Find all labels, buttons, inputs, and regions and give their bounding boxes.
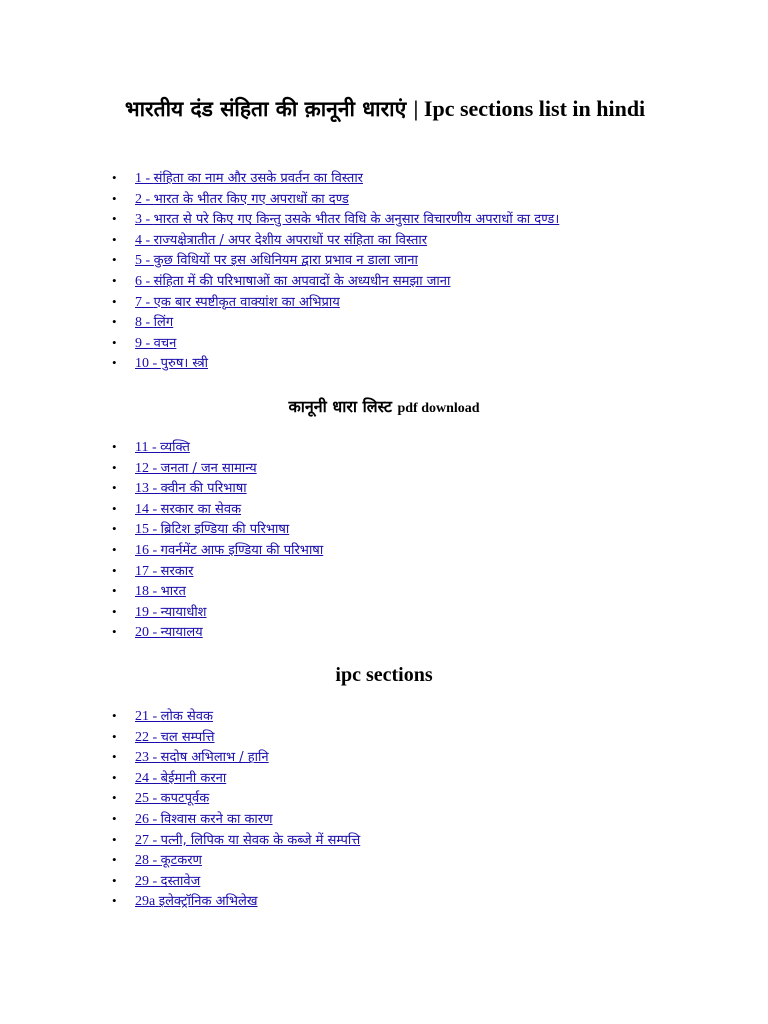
section-separator: - [149,542,161,558]
bullet-icon: • [112,480,117,496]
list-item [112,209,559,230]
section-link-28[interactable] [135,853,202,868]
bullet-icon: • [112,252,117,268]
section-number: 1 [135,171,142,186]
section-title: पुरुष। स्त्री [160,356,209,372]
section-separator: - [149,563,161,579]
section-number: 25 [135,791,149,807]
section-separator: - [149,501,161,517]
section-link-13[interactable] [135,481,247,496]
bullet-icon: • [112,541,117,557]
section-link-29a[interactable] [135,894,258,909]
section-number: 23 [135,750,149,766]
section-separator: - [148,440,161,455]
section-separator: - [142,315,154,331]
section-number: 20 [135,625,149,641]
section-title: एक बार स्पष्टीकृत वाक्यांश का अभिप्राय [153,294,340,310]
section-link-5[interactable] [135,253,418,268]
bullet-icon: • [112,624,117,640]
section-link-9[interactable] [135,336,176,351]
section-link-21[interactable] [135,709,213,724]
section-title: संहिता का नाम और उसके प्रवर्तन का विस्तार [153,171,363,186]
section-link-25[interactable] [135,791,209,806]
list-item [112,706,360,727]
section-separator: - [149,522,161,538]
section-title: चल सम्पत्ति [160,729,215,745]
bullet-icon: • [112,334,117,350]
section-title: कपटपूर्वक [160,791,210,807]
section-separator: - [149,811,161,827]
list-item [112,168,559,189]
list-item [112,499,323,520]
section-title: पत्नी, लिपिक या सेवक के कब्जे में सम्पत्ति [160,832,361,848]
section-number: 26 [135,811,149,827]
section-separator: - [149,481,161,497]
list-item [112,250,559,271]
list-item [112,519,323,540]
section-title: भारत के भीतर किए गए अपराधों का दण्ड [153,191,349,207]
section-link-11[interactable] [135,440,190,455]
section-number: 5 [135,253,142,269]
section-link-18[interactable] [135,584,186,599]
list-item [112,850,360,871]
section-number: 6 [135,273,142,289]
section-number: 21 [135,709,149,724]
section-separator: - [149,356,161,372]
bullet-icon: • [112,211,117,227]
section-title: संहिता में की परिभाषाओं का अपवादों के अध्यधीन समझा जाना [153,273,451,289]
section-link-4[interactable] [135,233,427,248]
section-link-23[interactable] [135,750,269,765]
page-title-hindi: भारतीय दंड संहिता की क़ानूनी धाराएं [124,97,414,121]
section-separator: - [149,770,161,786]
section-separator: - [149,750,161,766]
section-number: 4 [135,232,142,248]
bullet-icon: • [112,790,117,806]
bullet-icon: • [112,583,117,599]
section-number: 12 [135,460,149,476]
list-item [112,437,323,458]
section-link-27[interactable] [135,833,360,848]
section-link-24[interactable] [135,771,226,786]
section-link-14[interactable] [135,502,241,517]
section-title: इलेक्ट्रॉनिक अभिलेख [158,894,258,910]
section-title: न्यायाधीश [160,604,207,620]
section-title: सरकार का सेवक [160,501,242,517]
section-number: 16 [135,542,149,558]
section-title: बेईमानी करना [160,770,227,786]
section-title: न्यायालय [160,625,203,641]
list-item [112,271,559,292]
section-separator: - [149,791,161,807]
section-title: भारत [160,584,186,600]
section-link-20[interactable] [135,625,203,640]
section-separator: - [142,171,154,186]
section-number: 18 [135,584,149,600]
section-separator: - [149,584,161,600]
list-item [112,230,559,251]
list-item [112,189,559,210]
list-item [112,809,360,830]
list-item [112,727,360,748]
list-item [112,622,323,643]
section-separator: - [149,625,161,641]
section-title: राज्यक्षेत्रातीत / अपर देशीय अपराधों पर संहिता का विस्तार [153,232,428,248]
section-number: 10 [135,356,149,372]
section-number: 27 [135,832,149,848]
section-title: वचन [153,335,177,351]
list-item [112,353,559,374]
section-title: जनता / जन सामान्य [160,460,257,476]
subheading-pdf-download [0,396,768,420]
section-separator: - [149,460,161,476]
subheading-ipc-sections: ipc sections [335,664,433,686]
list-item [112,830,360,851]
list-item [112,747,360,768]
section-title: लिंग [153,315,174,331]
bullet-icon: • [112,728,117,744]
bullet-icon: • [112,562,117,578]
section-title: व्यक्ति [160,440,190,455]
section-number: 29a [135,894,156,910]
bullet-icon: • [112,852,117,868]
section-link-10[interactable] [135,356,208,371]
section-link-29[interactable] [135,874,200,889]
section-number: 24 [135,770,149,786]
bullet-icon: • [112,769,117,785]
section-title: भारत से परे किए गए किन्तु उसके भीतर विधि के अनुसार विचारणीय अपराधों का दण्ड। [153,212,560,228]
list-item [112,478,323,499]
section-link-16[interactable] [135,543,323,558]
section-number: 19 [135,604,149,620]
section-link-8[interactable] [135,315,173,330]
bullet-icon: • [112,749,117,765]
section-number: 9 [135,335,142,351]
list-item [112,768,360,789]
section-list-1 [112,168,559,374]
section-title: कुछ विधियों पर इस अधिनियम द्वारा प्रभाव न डाला जाना [153,253,418,269]
section-title: सरकार [160,563,194,579]
bullet-icon: • [112,293,117,309]
bullet-icon: • [112,708,117,723]
section-number: 22 [135,729,149,745]
list-item [112,891,360,912]
section-number: 7 [135,294,142,310]
section-title: क्वीन की परिभाषा [160,481,247,497]
bullet-icon: • [112,831,117,847]
list-item [112,458,323,479]
list-item [112,312,559,333]
list-item [112,788,360,809]
section-link-26[interactable] [135,812,273,827]
section-link-12[interactable] [135,461,257,476]
section-title: दस्तावेज [160,873,201,889]
section-separator: - [149,853,161,869]
section-link-2[interactable] [135,192,349,207]
section-separator: - [142,253,154,269]
section-title: लोक सेवक [160,709,213,724]
section-link-7[interactable] [135,295,340,310]
section-separator: - [149,709,161,724]
subheading-hindi: कानूनी धारा लिस्ट [288,397,398,416]
section-number: 28 [135,853,149,869]
section-separator: - [142,232,154,248]
list-item [112,581,323,602]
list-item [112,602,323,623]
section-separator: - [142,212,154,228]
section-separator: - [142,191,154,207]
section-separator: - [149,873,161,889]
bullet-icon: • [112,272,117,288]
section-separator: - [149,832,161,848]
section-link-3[interactable] [135,212,559,227]
bullet-icon: • [112,190,117,206]
section-list-3 [112,706,360,912]
section-list-2 [112,437,323,643]
section-title: ब्रिटिश इण्डिया की परिभाषा [160,522,290,538]
bullet-icon: • [112,170,117,185]
bullet-icon: • [112,439,117,454]
bullet-icon: • [112,231,117,247]
section-number: 2 [135,191,142,207]
section-number: 14 [135,501,149,517]
section-number: 15 [135,522,149,538]
section-title: गवर्नमेंट आफ इण्डिया की परिभाषा [160,542,324,558]
page-title-english: | Ipc sections list in hindi [413,96,646,121]
section-title: विश्वास करने का कारण [160,811,273,827]
section-number: 17 [135,563,149,579]
bullet-icon: • [112,810,117,826]
section-title: कूटकरण [160,853,202,869]
section-number: 3 [135,212,142,228]
section-link-17[interactable] [135,564,193,579]
page-title [90,93,680,125]
bullet-icon: • [112,603,117,619]
section-number: 13 [135,481,149,497]
list-item [112,871,360,892]
section-title: सदोष अभिलाभ / हानि [160,750,269,766]
section-link-22[interactable] [135,730,215,745]
section-number: 11 [135,440,149,455]
section-separator: - [149,729,161,745]
list-item [112,540,323,561]
list-item [112,333,559,354]
bullet-icon: • [112,893,117,909]
section-link-1[interactable] [135,171,363,186]
list-item [112,292,559,313]
section-number: 29 [135,873,149,889]
section-separator: - [142,273,154,289]
bullet-icon: • [112,521,117,537]
bullet-icon: • [112,459,117,475]
subheading-english: pdf download [397,401,480,416]
bullet-icon: • [112,500,117,516]
bullet-icon: • [112,355,117,371]
section-link-6[interactable] [135,274,450,289]
section-link-19[interactable] [135,605,207,620]
list-item [112,561,323,582]
bullet-icon: • [112,314,117,330]
section-separator: - [149,604,161,620]
bullet-icon: • [112,872,117,888]
section-link-15[interactable] [135,522,289,537]
section-separator: - [142,335,154,351]
section-separator: - [142,294,154,310]
section-number: 8 [135,315,142,331]
